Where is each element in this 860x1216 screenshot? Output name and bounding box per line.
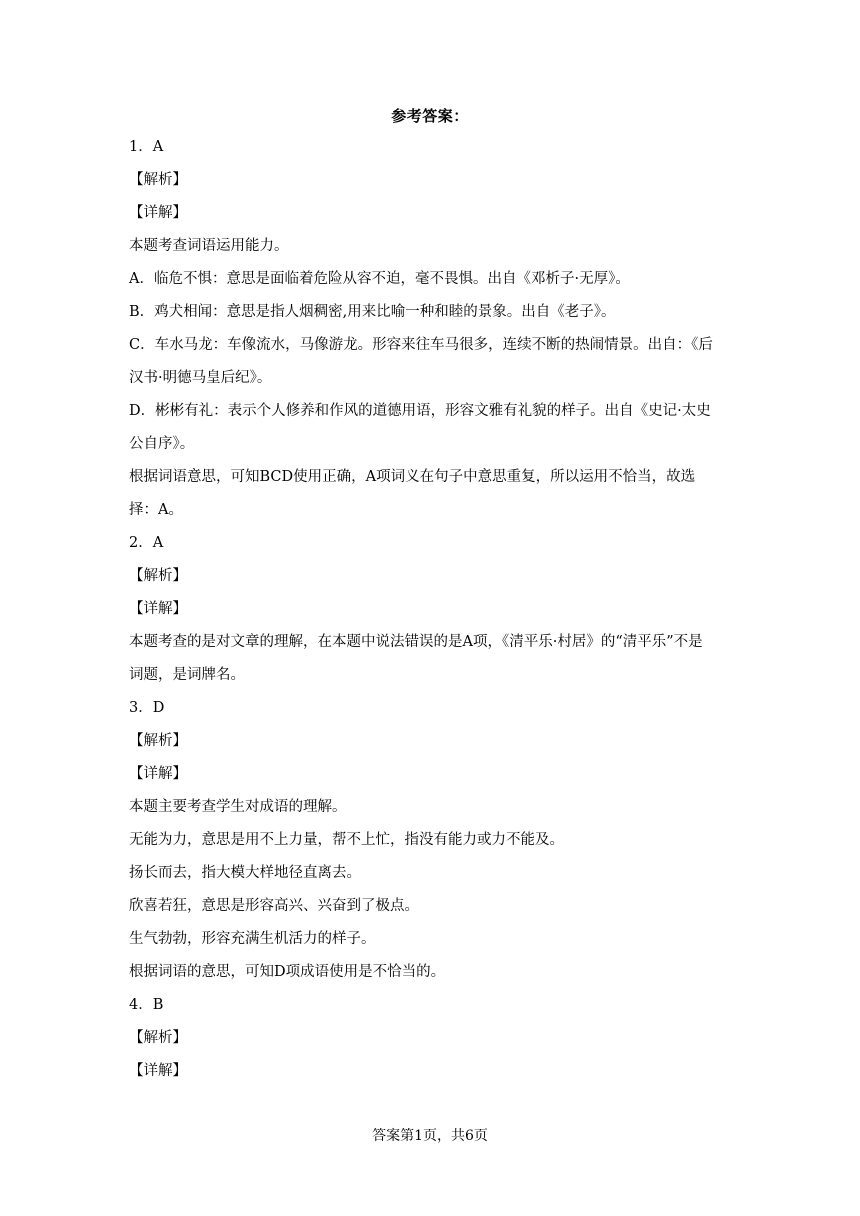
answer-number: 3．D [129, 700, 165, 716]
option-line: C．车水马龙：车像流水，马像游龙。形容来往车马很多，连续不断的热闹情景。出自：《后 [129, 337, 713, 353]
option-line: B．鸡犬相闻：意思是指人烟稠密,用来比喻一种和睦的景象。出自《老子》。 [129, 304, 616, 320]
option-line: 汉书·明德马皇后纪》。 [129, 370, 272, 386]
text-line: 择：A。 [129, 502, 183, 518]
page-title: 参考答案： [391, 107, 469, 125]
section-analysis: 【解析】 [129, 568, 187, 584]
text-line: 本题主要考查学生对成语的理解。 [129, 799, 347, 815]
section-detail: 【详解】 [129, 601, 187, 617]
text-line: 本题考查词语运用能力。 [129, 238, 289, 254]
text-line: 扬长而去，指大模大样地径直离去。 [129, 865, 361, 881]
answer-number: 1．A [129, 139, 164, 155]
section-detail: 【详解】 [129, 205, 187, 221]
text-line: 无能为力，意思是用不上力量，帮不上忙，指没有能力或力不能及。 [129, 832, 564, 848]
section-analysis: 【解析】 [129, 733, 187, 749]
answer-number: 2．A [129, 535, 164, 551]
option-line: D．彬彬有礼：表示个人修养和作风的道德用语，形容文雅有礼貌的样子。出自《史记·太史 [129, 403, 711, 419]
option-line: A．临危不惧：意思是面临着危险从容不迫，毫不畏惧。出自《邓析子·无厚》。 [129, 271, 630, 287]
section-detail: 【详解】 [129, 1063, 187, 1079]
text-line: 词题，是词牌名。 [129, 667, 245, 683]
answer-number: 4．B [129, 997, 164, 1013]
section-analysis: 【解析】 [129, 1030, 187, 1046]
text-line: 欣喜若狂，意思是形容高兴、兴奋到了极点。 [129, 898, 419, 914]
text-line: 根据词语意思，可知BCD使用正确，A项词义在句子中意思重复，所以运用不恰当，故选 [129, 469, 696, 485]
answer-content [129, 131, 733, 1088]
text-line: 根据词语的意思，可知D项成语使用是不恰当的。 [129, 964, 446, 980]
text-line: 生气勃勃，形容充满生机活力的样子。 [129, 931, 376, 947]
text-line: 本题考查的是对文章的理解，在本题中说法错误的是A项，《清平乐·村居》的“清平乐”不是 [129, 634, 703, 650]
section-analysis: 【解析】 [129, 172, 187, 188]
page-footer: 答案第1页，共6页 [372, 1128, 488, 1144]
option-line: 公自序》。 [129, 436, 195, 452]
section-detail: 【详解】 [129, 766, 187, 782]
